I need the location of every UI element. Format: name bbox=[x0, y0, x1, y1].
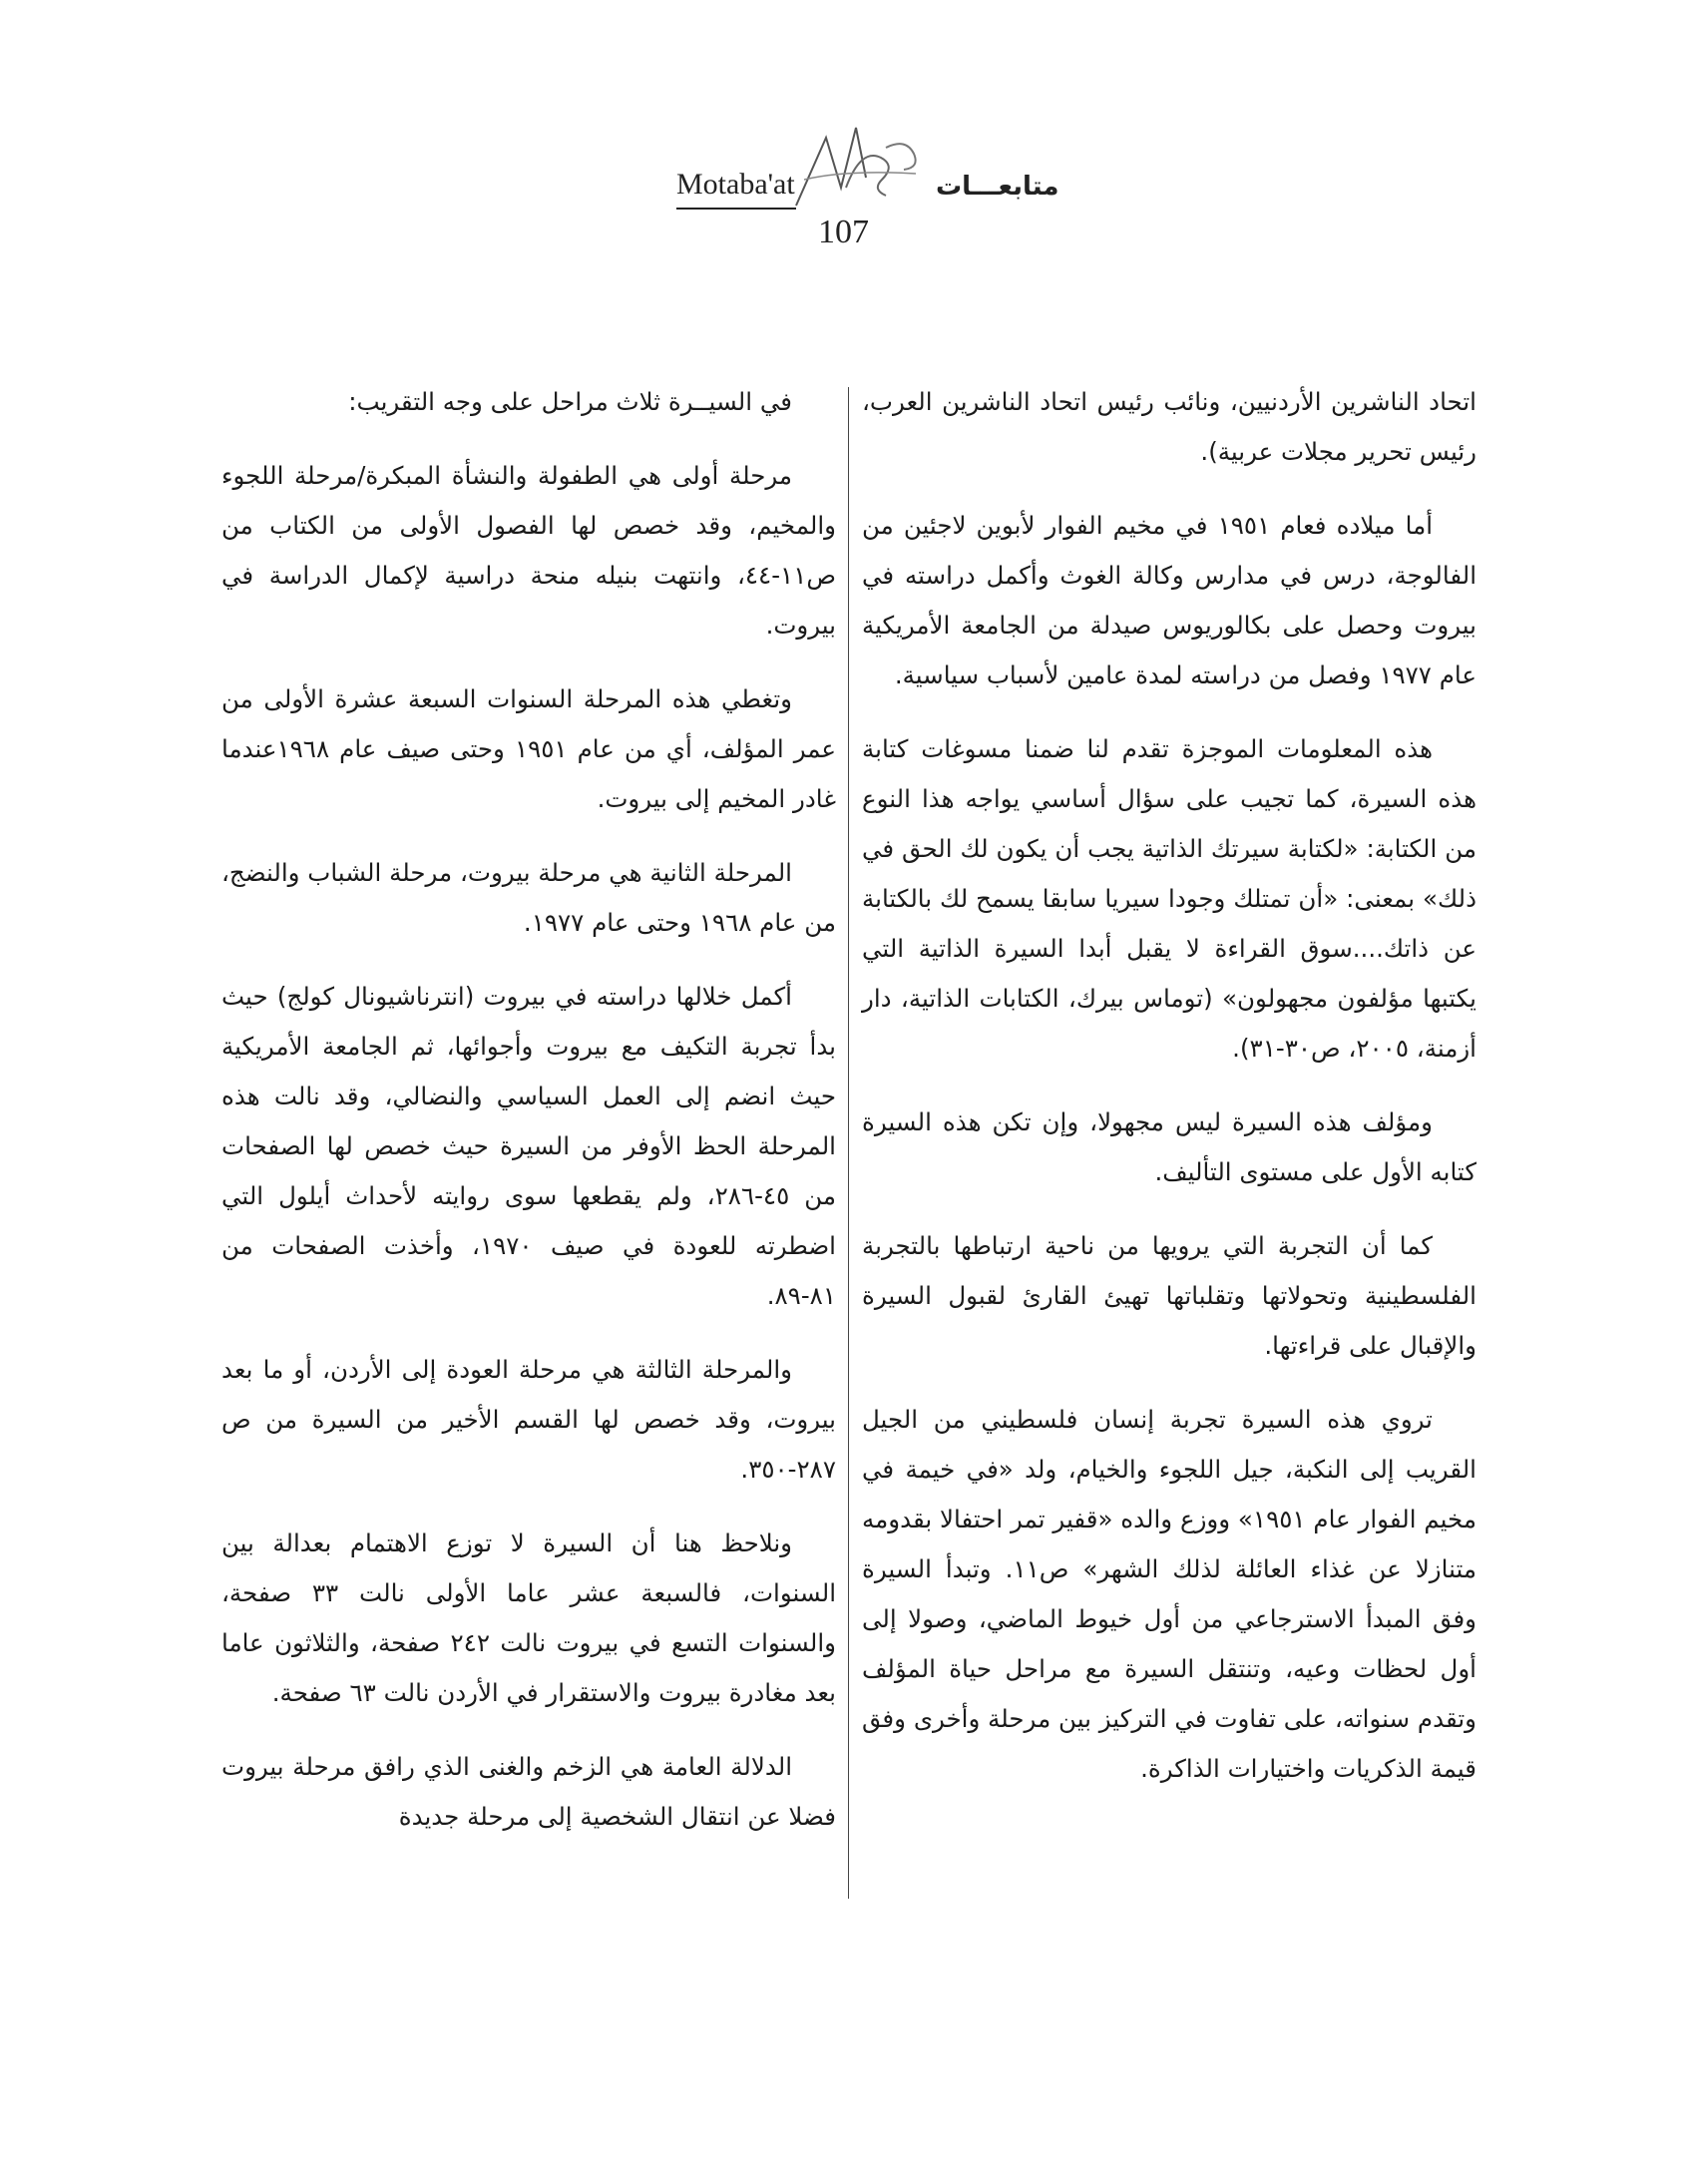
right-column bbox=[862, 377, 1476, 1818]
brand-latin-text: Motaba'at bbox=[676, 168, 795, 201]
paragraph: أكمل خلالها دراسته في بيروت (انترناشيونال كولج) حيث بدأ تجربة التكيف مع بيروت وأجوائها، ثم الجامعة الأمريكية حيث انضم إلى العمل السياسي والنضالي، وقد نالت هذه المرحلة الحظ الأوفر من السيرة حيث خصص لها الصفحات من ٤٥-٢٨٦، ولم يقطعها سوى روايته لأحداث أيلول التي اضطرته للعودة في صيف ١٩٧٠، وأخذت الصفحات من ٨١-٨٩. bbox=[221, 982, 837, 1310]
paragraph: هذه المعلومات الموجزة تقدم لنا ضمنا مسوغات كتابة هذه السيرة، كما تجيب على سؤال أساسي يواجه هذا النوع من الكتابة: «لكتابة سيرتك الذاتية يجب أن يكون لك الحق في ذلك» بمعنى: «أن تمتلك وجودا سيريا سابقا يسمح لك بالكتابة عن ذاتك....سوق القراءة لا يقبل أبدا السيرة الذاتية التي يكتبها مؤلفون مجهولون» (توماس بيرك، الكتابات الذاتية، دار أزمنة، ٢٠٠٥، ص٣٠-٣١). bbox=[862, 734, 1476, 1063]
paragraph: اتحاد الناشرين الأردنيين، ونائب رئيس اتحاد الناشرين العرب، رئيس تحرير مجلات عربية). bbox=[862, 387, 1476, 466]
page-header bbox=[0, 0, 1682, 269]
paragraph: وتغطي هذه المرحلة السنوات السبعة عشرة الأولى من عمر المؤلف، أي من عام ١٩٥١ وحتى صيف عام ١٩٦٨عندما غادر المخيم إلى بيروت. bbox=[221, 684, 836, 813]
paragraph: والمرحلة الثالثة هي مرحلة العودة إلى الأردن، أو ما بعد بيروت، وقد خصص لها القسم الأخير من السيرة من ص ٢٨٧-٣٥٠. bbox=[221, 1355, 836, 1484]
paragraph: مرحلة أولى هي الطفولة والنشأة المبكرة/مرحلة اللجوء والمخيم، وقد خصص لها الفصول الأولى من الكتاب من ص١١-٤٤، وانتهت بنيله منحة دراسية لإكمال الدراسة في بيروت. bbox=[221, 461, 836, 640]
paragraph: في السيــرة ثلاث مراحل على وجه التقريب: bbox=[348, 387, 792, 416]
page-number: 107 bbox=[818, 214, 869, 250]
header-rule bbox=[676, 208, 796, 210]
left-column bbox=[221, 377, 836, 1866]
paragraph: ونلاحظ هنا أن السيرة لا توزع الاهتمام بعدالة بين السنوات، فالسبعة عشر عاما الأولى نالت ٣٣ صفحة، والسنوات التسع في بيروت نالت ٢٤٢ صفحة، والثلاثون عاما بعد مغادرة بيروت والاستقرار في الأردن نالت ٦٣ صفحة. bbox=[221, 1529, 836, 1707]
column-divider bbox=[848, 387, 849, 1899]
paragraph: تروي هذه السيرة تجربة إنسان فلسطيني من الجيل القريب إلى النكبة، جيل اللجوء والخيام، ولد «في خيمة في مخيم الفوار عام ١٩٥١» ووزع والده «قفير تمر احتفالا بقدومه متنازلا عن غذاء العائلة لذلك الشهر» ص١١. وتبدأ السيرة وفق المبدأ الاسترجاعي من أول خيوط الماضي، وصولا إلى أول لحظات وعيه، وتنتقل السيرة مع مراحل حياة المؤلف وتقدم سنواته، على تفاوت في التركيز بين مرحلة وأخرى وفق قيمة الذكريات واختيارات الذاكرة. bbox=[862, 1405, 1476, 1783]
paragraph: المرحلة الثانية هي مرحلة بيروت، مرحلة الشباب والنضج، من عام ١٩٦٨ وحتى عام ١٩٧٧. bbox=[221, 858, 836, 937]
paragraph: الدلالة العامة هي الزخم والغنى الذي رافق مرحلة بيروت فضلا عن انتقال الشخصية إلى مرحلة جديدة bbox=[221, 1752, 836, 1831]
paragraph: كما أن التجربة التي يرويها من ناحية ارتباطها بالتجربة الفلسطينية وتحولاتها وتقلباتها تهيئ القارئ لقبول السيرة والإقبال على قراءتها. bbox=[862, 1231, 1476, 1360]
brand-arabic-text: متابعـــات bbox=[936, 172, 1059, 202]
paragraph: ومؤلف هذه السيرة ليس مجهولا، وإن تكن هذه السيرة كتابه الأول على مستوى التأليف. bbox=[862, 1107, 1476, 1186]
paragraph: أما ميلاده فعام ١٩٥١ في مخيم الفوار لأبوين لاجئين من الفالوجة، درس في مدارس وكالة الغوث وأكمل دراسته في بيروت وحصل على بكالوريوس صيدلة من الجامعة الأمريكية عام ١٩٧٧ وفصل من دراسته لمدة عامين لأسباب سياسية. bbox=[862, 511, 1476, 689]
brand-logo bbox=[786, 118, 926, 214]
